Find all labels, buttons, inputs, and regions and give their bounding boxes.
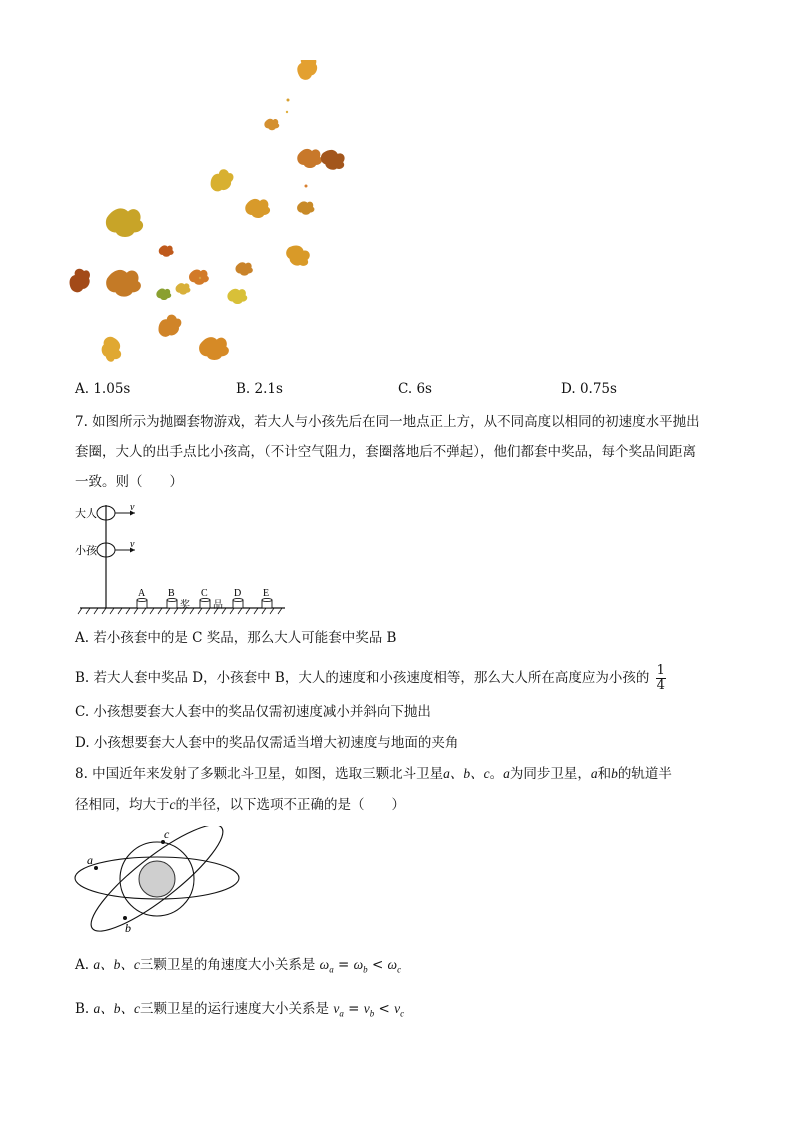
prize-a [137,588,147,608]
omega-c: $\omega_c$ [387,957,402,975]
prize-text-pin: 品 [213,600,223,611]
option-key: B. [75,1001,90,1017]
q7-stem-line-2: 套圈，大人的出手点比小孩高，（不计空气阻力，套圈落地后不弹起），他们都套中奖品，每个奖品间距离 [75,444,696,460]
option-key: C. [398,381,413,397]
q8-option-a [75,956,401,979]
q7-option-d: D. 小孩想要套大人套中的奖品仅需适当增大初速度与地面的夹角 [75,735,459,751]
satellite-orbits-figure [70,826,250,938]
q7-option-b [75,664,666,693]
prize-b [167,588,177,608]
option-key: D. [561,381,576,397]
text: 和 [597,766,612,782]
text: 的半径，以下选项不正确的是（ ） [175,797,405,813]
child-velocity-label: v [130,539,135,550]
fraction-one-quarter [656,664,666,693]
text: 。 [489,766,504,782]
var-b: b [611,766,618,781]
label-a: a [87,853,93,867]
option-text: 1.05s [93,381,131,397]
vars: a、b、c [443,766,490,781]
var-a: a [503,766,510,781]
satellite-a [94,866,98,870]
option-text: 6s [416,381,432,397]
text: 三颗卫星的运行速度大小关系是 [140,1001,330,1017]
equals-sign: = [348,1001,360,1017]
prize-c [200,588,210,608]
prize-letter: D [234,588,242,599]
adult-label: 大人 [75,507,97,520]
q8-option-b [75,1000,404,1023]
label-b: b [125,921,131,935]
text: 三颗卫星的角速度大小关系是 [139,957,316,973]
leaf-cluster [68,60,348,363]
satellite-b [123,916,127,920]
q8-stem-line-2 [75,796,405,814]
var-c: c [169,797,176,812]
prize-d [233,588,243,608]
option-text: 2.1s [254,381,283,397]
omega-b: $\omega_b$ [353,957,368,975]
v-c: $v_c$ [394,1001,405,1019]
text: 8. 中国近年来发射了多颗北斗卫星，如图，选取三颗北斗卫星 [75,766,444,782]
q6-option-a [75,381,130,397]
prize-text-jiang: 奖 [180,600,190,611]
less-than-sign: < [371,957,384,973]
option-text: 0.75s [579,381,617,397]
q8-stem-line-1 [75,765,672,783]
v-a: $v_a$ [333,1001,344,1019]
earth [139,861,175,897]
prize-letter: A [138,588,146,599]
omega-a: $\omega_a$ [319,957,334,975]
option-key: A. [75,381,90,397]
v-b: $v_b$ [363,1001,375,1019]
option-key: B. [236,381,251,397]
q7-option-b-text: B. 若大人套中奖品 D，小孩套中 B，大人的速度和小孩速度相等，那么大人所在高度应为小孩的 [75,670,650,686]
var-a: a [590,766,598,781]
text: 的轨道半 [617,766,672,782]
vars: a、b、c [93,957,140,972]
prize-letter: E [263,588,270,599]
option-key: A. [75,957,90,973]
ring-toss-figure [70,500,290,620]
vars: a、b、c [93,1001,141,1016]
prize-letter: B [168,588,175,599]
text: 径相同，均大于 [75,797,170,813]
q6-option-d [561,381,617,397]
q7-option-a: A. 若小孩套中的是 C 奖品，那么大人可能套中奖品 B [75,630,397,646]
text: 为同步卫星， [509,766,591,782]
label-c: c [164,827,170,841]
equals-sign: = [337,957,350,973]
fraction-numerator: 1 [656,663,665,678]
q6-option-b [236,381,283,397]
child-label: 小孩 [75,544,97,557]
q7-option-c: C. 小孩想要套大人套中的奖品仅需初速度减小并斜向下抛出 [75,704,431,720]
q7-stem-line-1: 7. 如图所示为抛圈套物游戏，若大人与小孩先后在同一地点正上方，从不同高度以相同的初速度水平抛出 [75,414,700,430]
q6-option-c [398,381,432,397]
falling-leaves-image [68,60,348,370]
q7-stem-line-3: 一致。则（ ） [75,474,183,490]
prize-letter: C [201,588,208,599]
prize-e [262,588,272,608]
fraction-denominator: 4 [656,678,665,693]
adult-velocity-label: v [130,502,135,513]
less-than-sign: < [378,1001,390,1017]
